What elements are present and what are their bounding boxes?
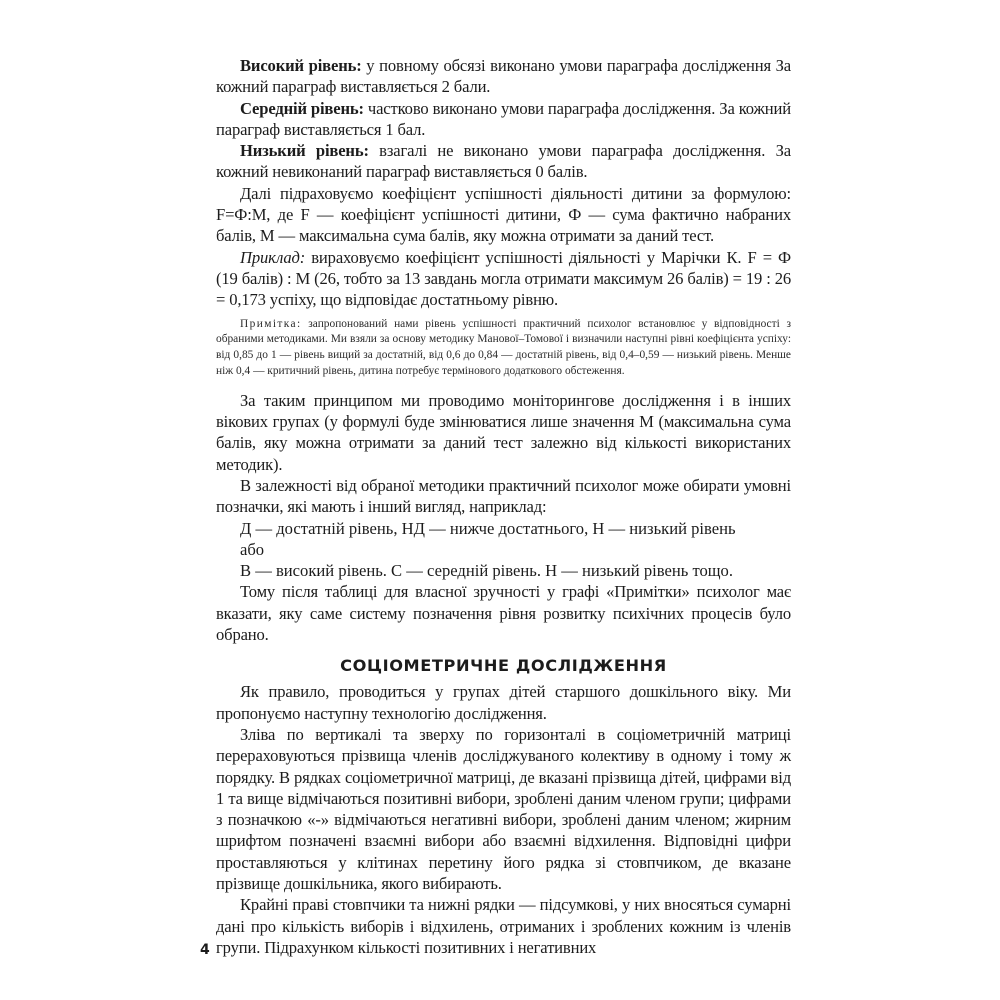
example-text: вираховуємо коефіцієнт успішності діяльності у Марічки К. F = Ф (19 балів) : М (26, тобто за 13 завдань могла отримати максимум 26 балів) = 19 : 26 = 0,173 успіху, що відповідає достатньому рівню. bbox=[216, 247, 791, 310]
level-description: взагалі не виконано умови параграфа дослідження. За кожний невиконаний параграф виставляється 0 балів. bbox=[216, 141, 791, 182]
level-term: Середній рівень: bbox=[240, 98, 364, 118]
text-column bbox=[216, 55, 791, 958]
level-term: Високий рівень: bbox=[240, 56, 362, 75]
notation-line-2: В — високий рівень. С — середній рівень. Н — низький рівень тощо. bbox=[240, 561, 733, 581]
note-label: Примітка: bbox=[240, 317, 302, 330]
note-text: запропонований нами рівень успішності практичний психолог встановлює у відповідності з обраними методиками. Ми взяли за основу методику Манової–Томової і визначили наступні рівні коефіцієнта успіху: від 0,85 до 1 — рівень вищий за достатній, від 0,6 до 0,84 — достатній рівень, від 0,4–0,59 — низький рівень. Менше ніж 0,4 — критичний рівень, дитина потребує термінового додаткового обстеження. bbox=[216, 317, 791, 377]
level-term: Низький рівень: bbox=[240, 141, 369, 161]
sociometry-paragraph: Крайні праві стовпчики та нижні рядки — підсумкові, у них вносяться сумарні дані про кількість виборів і відхилень, отриманих і зроблених кожним із членів групи. Підрахунком кількості позитивних і негативних bbox=[216, 895, 791, 957]
example-paragraph bbox=[216, 247, 791, 311]
section-heading: СОЦІОМЕТРИЧНЕ ДОСЛІДЖЕННЯ bbox=[340, 656, 667, 676]
formula-paragraph: Далі підраховуємо коефіцієнт успішності діяльності дитини за формулою: F=Ф:М, де F — коефіцієнт успішності дитини, Ф — сума фактично набраних балів, М — максимальна сума балів, яку можна отримати за даний тест. bbox=[216, 183, 791, 246]
sociometry-paragraph: Як правило, проводиться у групах дітей старшого дошкільного віку. Ми пропонуємо наступну технологію дослідження. bbox=[216, 682, 791, 723]
notation-paragraph: В залежності від обраної методики практичний психолог може обирати умовні позначки, які мають і інший вигляд, наприклад: bbox=[216, 475, 791, 517]
sociometry-paragraph: Зліва по вертикалі та зверху по горизонталі в соціометричній матриці перераховуються прізвища членів досліджуваного колективу в одному і тому ж порядку. В рядках соціометричної матриці, де вказані прізвища дітей, цифрами від 1 та вище відмічаються позитивні вибори, зроблені даним членом групи; цифрами з позначкою «-» відмічаються негативні вибори, зроблені даним членом; жирним шрифтом позначені взаємні вибори або взаємні відхилення. Відповідні цифри проставляються у клітинах перетину його рядка зі стовпчиком, де вказане прізвище дошкільника, якого вибирають. bbox=[216, 724, 791, 893]
monitoring-paragraph: За таким принципом ми проводимо моніторингове дослідження і в інших вікових групах (у формулі буде змінюватися лише значення М (максимальна сума балів, яку можна отримати за даний тест залежно від кількості використаних методик). bbox=[216, 390, 791, 474]
footnote bbox=[216, 317, 791, 380]
level-high bbox=[216, 55, 791, 98]
level-description: у повному обсязі виконано умови параграфа дослідження За кожний параграф виставляється 2 бали. bbox=[216, 56, 791, 97]
example-label: Приклад: bbox=[240, 247, 306, 267]
page-number: 4 bbox=[200, 942, 210, 958]
table-paragraph: Тому після таблиці для власної зручності у графі «Примітки» психолог має вказати, яку саме систему позначення рівня розвитку психічних процесів було обрано. bbox=[216, 582, 791, 645]
level-description: частково виконано умови параграфа дослідження. За кожний параграф виставляється 1 бал. bbox=[216, 98, 792, 139]
level-low bbox=[216, 140, 791, 183]
notation-line-1: Д — достатній рівень, НД — нижче достатнього, Н — низький рівень bbox=[240, 518, 736, 538]
level-medium bbox=[216, 98, 791, 141]
notation-or: або bbox=[240, 539, 265, 559]
